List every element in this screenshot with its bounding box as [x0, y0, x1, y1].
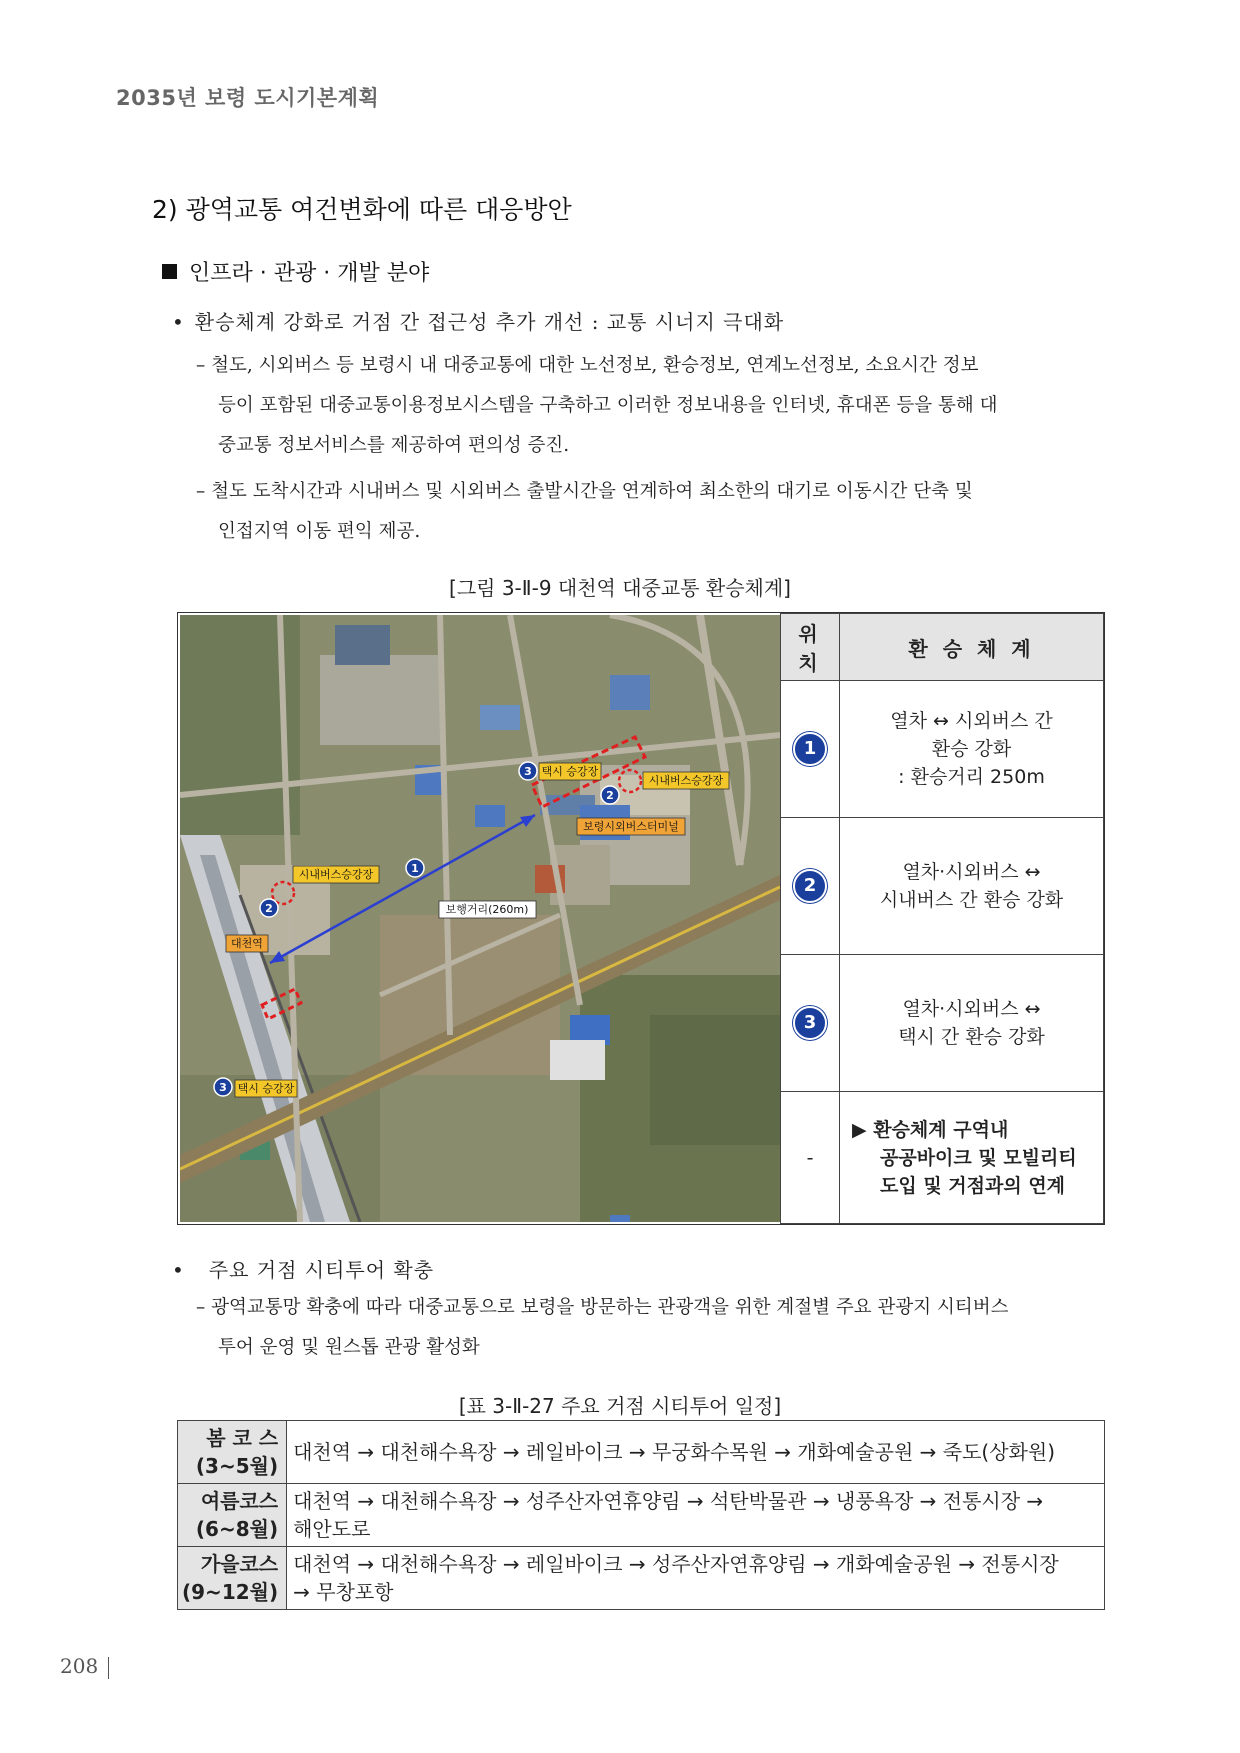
course-label: 여름코스 [200, 1489, 279, 1513]
bullet-citytour [172, 1254, 434, 1283]
row-line: 공공바이크 및 모빌리티 [880, 1146, 1077, 1169]
svg-text:3: 3 [219, 1081, 227, 1094]
map-marker-1 [406, 859, 424, 877]
course-route [287, 1547, 1105, 1610]
map-label-taxi-bottom: 택시 승강장 [237, 1082, 295, 1095]
svg-text:1: 1 [411, 862, 419, 875]
table-header-system: 환 승 체 계 [840, 614, 1104, 681]
course-label: 가을코스 [200, 1552, 279, 1576]
dash-paragraph-3 [196, 1288, 1116, 1368]
dash-line: 등이 포함된 대중교통이용정보시스템을 구축하고 이러한 정보내용을 인터넷, 휴대폰 등을 통해 대 [218, 395, 998, 416]
route-line: 대천역 → 대천해수욕장 → 레일바이크 → 성주산자연휴양림 → 개화예술공원 → 전통시장 [293, 1552, 1059, 1576]
svg-text:2: 2 [265, 902, 273, 915]
row-line: 열차·시외버스 ↔ [902, 998, 1041, 1020]
course-route [287, 1421, 1105, 1484]
map-label-intercity-stop: 시내버스승강장 [648, 774, 724, 787]
map-label-terminal: 보령시외버스터미널 [583, 820, 679, 833]
page-number: 208 [60, 1654, 99, 1678]
table-header-position: 위 치 [781, 614, 840, 681]
row-position [781, 818, 840, 955]
table-row [178, 1421, 1105, 1484]
number-badge: 3 [793, 1006, 827, 1040]
row-position: - [781, 1092, 840, 1224]
bullet-text: 환승체계 강화로 거점 간 접근성 추가 개선 : 교통 시너지 극대화 [194, 310, 785, 334]
square-bullet-icon [162, 264, 177, 279]
row-line: : 환승거리 250m [898, 766, 1045, 788]
course-months: (9~12월) [182, 1580, 279, 1604]
document-header: 2035년 보령 도시기본계획 [116, 86, 380, 110]
row-position [781, 955, 840, 1092]
transfer-table [780, 613, 1104, 1224]
number-badge: 2 [793, 869, 827, 903]
svg-text:2: 2 [606, 789, 614, 802]
figure-caption: [그림 3-Ⅱ-9 대천역 대중교통 환승체계] [449, 576, 791, 600]
dash-line: 인접지역 이동 편익 제공. [218, 521, 421, 542]
page-footer [60, 1654, 109, 1679]
route-line: 대천역 → 대천해수욕장 → 성주산자연휴양림 → 석탄박물관 → 냉풍욕장 → 전통시장 → [293, 1489, 1044, 1513]
dash-line: 중교통 정보서비스를 제공하여 편의성 증진. [218, 435, 570, 456]
bullet-text: 주요 거점 시티투어 확충 [208, 1258, 435, 1282]
dash-line: – 철도 도착시간과 시내버스 및 시외버스 출발시간을 연계하여 최소한의 대기로 이동시간 단축 및 [196, 481, 973, 502]
row-system [840, 818, 1104, 955]
route-line: → 무창포항 [293, 1580, 394, 1604]
section-title: 2) 광역교통 여건변화에 따른 대응방안 [152, 195, 572, 224]
map-label-city-stop: 시내버스승강장 [298, 868, 374, 881]
map-marker-3-bottom [214, 1078, 232, 1096]
row-system [840, 1092, 1104, 1224]
course-months: (3~5월) [195, 1454, 279, 1478]
dash-line: 투어 운영 및 원스톱 관광 활성화 [218, 1337, 480, 1358]
dash-paragraph-1 [196, 346, 1116, 466]
sub-title [162, 256, 429, 287]
route-line: 대천역 → 대천해수욕장 → 레일바이크 → 무궁화수목원 → 개화예술공원 → 죽도(상화원) [293, 1440, 1055, 1464]
map-marker-2-top [601, 786, 619, 804]
table-row [781, 955, 1104, 1092]
svg-text:3: 3 [524, 765, 532, 778]
map-marker-2-bottom [260, 899, 278, 917]
row-line: 열차·시외버스 ↔ [902, 861, 1041, 883]
row-line: 시내버스 간 환승 강화 [879, 889, 1064, 911]
map-label-taxi-top: 택시 승강장 [541, 765, 599, 778]
map-marker-3-top [519, 762, 537, 780]
row-line: ▶ 환승체계 구역내 [852, 1118, 1009, 1141]
table-row [781, 681, 1104, 818]
bullet-dot: • [172, 1258, 185, 1282]
footer-divider [108, 1657, 109, 1679]
table-row [178, 1484, 1105, 1547]
citytour-schedule-table [177, 1420, 1105, 1610]
aerial-map [180, 615, 780, 1222]
map-label-walk: 보행거리(260m) [445, 903, 529, 916]
number-badge: 1 [793, 732, 827, 766]
map-label-station: 대천역 [231, 937, 263, 950]
course-months: (6~8월) [195, 1517, 279, 1541]
route-line: 해안도로 [293, 1517, 371, 1541]
row-system [840, 955, 1104, 1092]
row-line: 열차 ↔ 시외버스 간 [890, 710, 1053, 732]
row-line: 택시 간 환승 강화 [898, 1026, 1045, 1048]
aerial-map-graphic [180, 615, 780, 1222]
course-label: 봄 코 스 [206, 1426, 279, 1450]
dash-line: – 광역교통망 확충에 따라 대중교통으로 보령을 방문하는 관광객을 위한 계절별 주요 관광지 시티버스 [196, 1297, 1009, 1318]
dash-line: – 철도, 시외버스 등 보령시 내 대중교통에 대한 노선정보, 환승정보, 연계노선정보, 소요시간 정보 [196, 355, 979, 376]
table-row [178, 1547, 1105, 1610]
row-position [781, 681, 840, 818]
bullet-dot: • [172, 310, 185, 334]
course-route [287, 1484, 1105, 1547]
row-system [840, 681, 1104, 818]
table-caption: [표 3-Ⅱ-27 주요 거점 시티투어 일정] [458, 1394, 782, 1418]
row-line: 도입 및 거점과의 연계 [880, 1174, 1066, 1197]
table-row [781, 818, 1104, 955]
course-name [178, 1547, 287, 1610]
sub-title-text: 인프라 · 관광 · 개발 분야 [189, 261, 430, 286]
bullet-transfer [172, 306, 784, 335]
dash-paragraph-2 [196, 472, 1116, 552]
course-name [178, 1484, 287, 1547]
row-line: 환승 강화 [931, 738, 1012, 760]
figure-container [177, 612, 1105, 1225]
course-name [178, 1421, 287, 1484]
table-row [781, 1092, 1104, 1224]
